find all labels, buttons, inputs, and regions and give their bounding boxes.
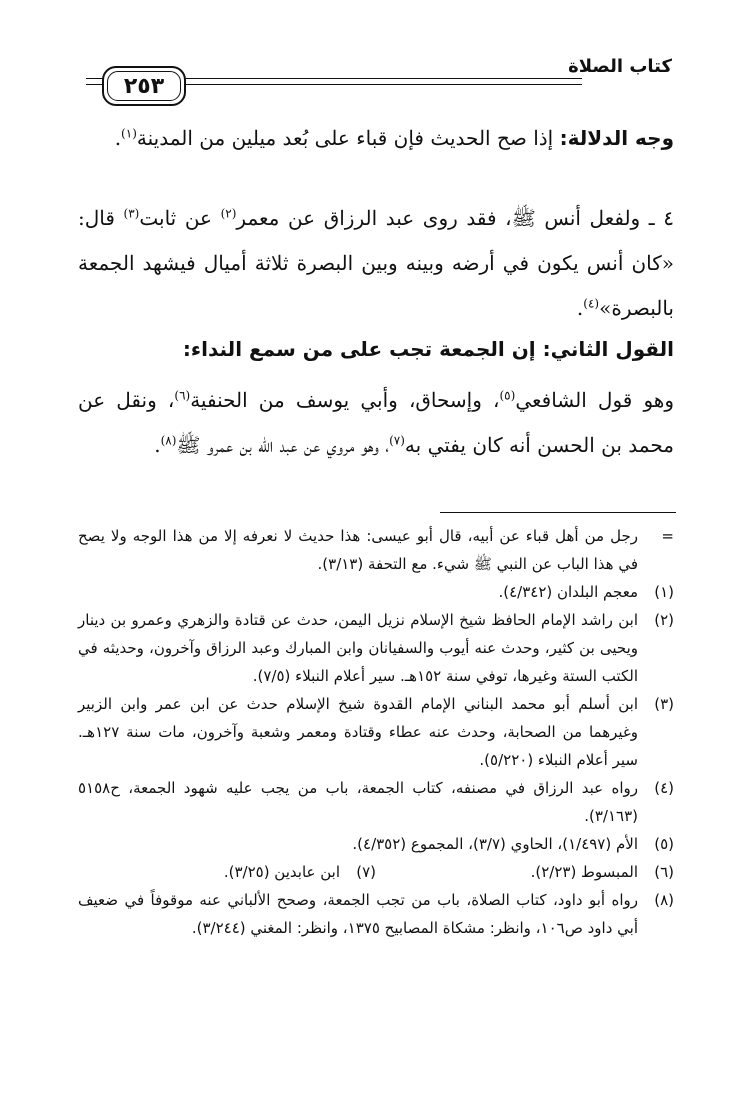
footnote-8: (٨) رواه أبو داود، كتاب الصلاة، باب من تجب الجمعة، وصحح الألباني عنه موقوفاً في ضعيف أبي داود ص١٠٦، وانظر: مشكاة المصابيح ١٣٧٥، وانظر: المغني (٣/٢٤٤). <box>78 891 674 937</box>
footnote-4: (٤) رواه عبد الرزاق في مصنفه، كتاب الجمعة، باب من يجب عليه شهود الجمعة، ح٥١٥٨ (٣/١٦٣). <box>78 779 674 825</box>
footnote-ref-3: (٣) <box>123 206 140 221</box>
footnote-ref-5: (٥) <box>499 388 516 403</box>
paragraph-indication <box>78 116 674 161</box>
paragraph-shafii <box>78 378 674 468</box>
footnote-separator <box>440 512 676 513</box>
continuation-mark: = <box>661 527 674 545</box>
footnote-2: (٢) ابن راشد الإمام الحافظ شيخ الإسلام نزيل اليمن، حدث عن قتادة والزهري وعمرو بن دينار ويحيى بن كثير، وحدث عنه أيوب والسفيانان وابن المبارك وعبد الرزاق وآخرون، وحديثه في الكتب الستة وغيرها، توفي سنة ١٥٢هـ. سير أعلام النبلاء (٧/٥). <box>78 611 674 685</box>
footnote-ref-4: (٤) <box>583 296 600 311</box>
footnote-ref-2: (٢) <box>220 206 237 221</box>
footnote-ref-7: (٧) <box>389 433 405 448</box>
footnote-row-6-7 <box>78 858 674 886</box>
indication-label: وجه الدلالة: <box>559 126 674 150</box>
paragraph-3: وهو قول الشافعي$^{(٥)}$، وإسحاق، وأبي يوسف من الحنفية$^{(٦)}$، ونقل عن محمد بن الحسن أنه كان يفتي به$^{(٧)}$، وهو مروي عن عبد الله بن عمرو ﷺ$^{(٨)}$. <box>78 388 674 457</box>
page-number: ٢٥٣ <box>102 66 186 106</box>
footnote-continuation: = رجل من أهل قباء عن أبيه، قال أبو عيسى: هذا حديث لا نعرفه إلا من هذا الوجه ولا يصح في هذا الباب عن النبي ﷺ شيء. مع التحفة (٣/١٣). <box>78 522 674 578</box>
paragraph-2: ٤ ـ ولفعل أنس ﷺ، فقد روى عبد الرزاق عن معمر$^{(٢)}$ عن ثابت$^{(٣)}$ قال: «كان أنس يكون في أرضه وبينه وبين البصرة ثلاثة أميال فيشهد الجمعة بالبصرة»$^{(٤)}$. <box>78 206 675 320</box>
footnote-6: (٦) المبسوط (٢/٢٣). <box>530 863 674 881</box>
footnote-ref-6: (٦) <box>174 388 191 403</box>
footnotes <box>78 522 674 942</box>
paragraph-anas <box>78 196 674 331</box>
footnote-5: (٥) الأم (١/٤٩٧)، الحاوي (٣/٧)، المجموع (٤/٣٥٢). <box>352 835 674 853</box>
chapter-title: كتاب الصلاة <box>568 56 672 77</box>
footnote-7: (٧) ابن عابدين (٣/٢٥). <box>223 863 376 881</box>
footnote-1: (١) معجم البلدان (٤/٣٤٢). <box>498 583 674 601</box>
footnote-ref-1: (١) <box>121 126 137 141</box>
footnote-ref-8: (٨) <box>160 433 177 448</box>
footnote-3: (٣) ابن أسلم أبو محمد البناني الإمام القدوة شيخ الإسلام حدث عن ابن عمر وابن الزبير وغيرهما من الصحابة، وحدث عنه عطاء وقتادة ومعمر وشعبة وآخرون، مات سنة ١٢٧هـ. سير أعلام النبلاء (٥/٢٢٠). <box>78 695 674 769</box>
section-heading: القول الثاني: إن الجمعة تجب على من سمع النداء: <box>182 337 674 361</box>
paragraph-1: وجه الدلالة: إذا صح الحديث فإن قباء على بُعد ميلين من المدينة$^{(١)}$. <box>114 126 674 150</box>
